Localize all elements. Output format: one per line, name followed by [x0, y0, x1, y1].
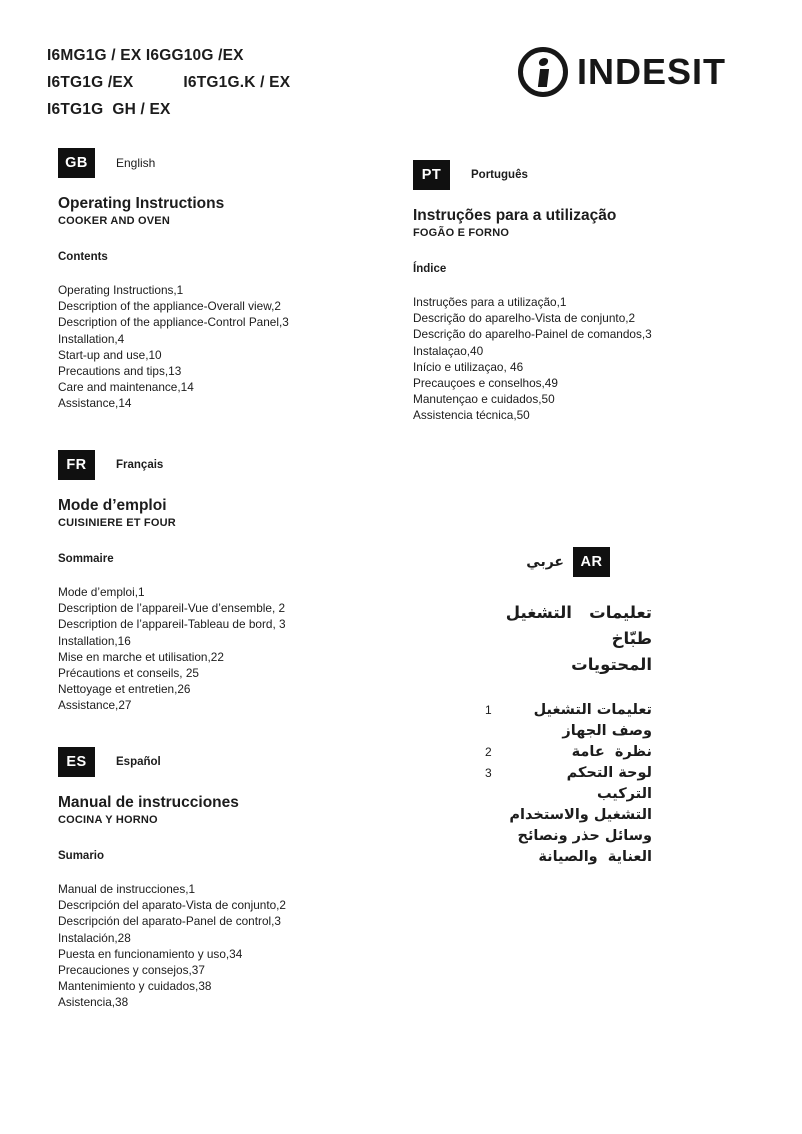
toc-item: Manual de instrucciones,1	[58, 882, 196, 896]
toc-item: Description de l’appareil-Vue d’ensemble, 2	[58, 601, 286, 616]
toc-item: Assistencia técnica,50	[413, 408, 530, 423]
toc-item: Assistance,14	[58, 396, 132, 411]
toc-item: Instruções para a utilização,1	[413, 295, 567, 309]
language-row	[58, 148, 373, 178]
toc-item-number: 3	[485, 765, 492, 780]
toc-item	[413, 741, 660, 762]
toc-item: Assistance,27	[58, 698, 132, 713]
toc-item: Mode d’emploi,1	[58, 585, 145, 599]
i-stem	[537, 69, 548, 87]
model-numbers	[47, 42, 290, 123]
language-name: English	[116, 156, 156, 170]
toc-heading: Sommaire	[58, 553, 114, 565]
toc-item: Descrição do aparelho-Vista de conjunto,2	[413, 311, 636, 326]
toc-item	[413, 783, 660, 804]
toc-item: Description of the appliance-Overall view,2	[58, 299, 281, 314]
toc-item: Asistencia,38	[58, 995, 129, 1010]
toc-item	[413, 762, 660, 783]
toc-item: Descripción del aparato-Panel de control,3	[58, 914, 281, 929]
language-row	[58, 450, 373, 480]
toc-list	[58, 584, 373, 714]
toc-item-number: 2	[485, 744, 492, 759]
toc-item: Precautions and tips,13	[58, 364, 182, 379]
toc-item: Installation,4	[58, 331, 125, 346]
language-name: Português	[471, 169, 528, 181]
model-line-part: I6TG1G.K / EX	[183, 74, 291, 91]
arabic-title-line: تعليمات التشغيل	[505, 603, 652, 622]
model-line: I6TG1G GH / EX	[47, 101, 171, 118]
section-title: Manual de instrucciones	[58, 794, 239, 811]
toc-item	[413, 720, 660, 741]
indesit-logo	[518, 47, 726, 97]
section-subtitle: CUISINIERE ET FOUR	[58, 517, 176, 529]
toc-item: Instalación,28	[58, 930, 131, 945]
toc-item: Précautions et conseils, 25	[58, 666, 199, 681]
toc-item: Start-up and use,10	[58, 347, 162, 362]
toc-list	[413, 294, 743, 424]
language-row	[58, 747, 373, 777]
arabic-title-line: المحتويات	[571, 655, 652, 674]
toc-list	[58, 881, 373, 1011]
toc-item	[413, 804, 660, 825]
language-row	[413, 547, 660, 577]
toc-item	[413, 846, 660, 867]
toc-item: Operating Instructions,1	[58, 283, 184, 297]
model-line: I6MG1G / EX I6GG10G /EX	[47, 47, 244, 64]
toc-item-text: العناية والصيانة	[538, 848, 652, 865]
language-row	[413, 160, 743, 190]
toc-item-text: وسائل حذر ونصائح	[517, 827, 652, 844]
section-portuguese	[413, 160, 743, 424]
section-spanish	[58, 747, 373, 1011]
toc-heading: Sumario	[58, 850, 105, 862]
toc-item-text: نظرة عامة	[571, 743, 652, 760]
section-title: Instruções para a utilização	[413, 207, 617, 224]
toc-item	[413, 825, 660, 846]
language-name: Español	[116, 756, 161, 768]
toc-item: Installation,16	[58, 633, 131, 648]
language-badge-es: ES	[58, 747, 95, 777]
toc-item: Precauçoes e conselhos,49	[413, 376, 558, 391]
toc-heading: Contents	[58, 251, 108, 263]
toc-item: Descrição do aparelho-Painel de comandos,3	[413, 327, 652, 342]
section-subtitle: COOKER AND OVEN	[58, 215, 170, 227]
toc-item: Mise en marche et utilisation,22	[58, 649, 224, 664]
toc-item	[413, 699, 660, 720]
toc-item: Início e utilizaçao, 46	[413, 359, 524, 374]
toc-item: Description of the appliance-Control Panel,3	[58, 315, 289, 330]
toc-list-arabic	[413, 699, 660, 867]
toc-item: Descripción del aparato-Vista de conjunto,2	[58, 898, 286, 913]
toc-item: Instalaçao,40	[413, 343, 484, 358]
brand-name: INDESIT	[577, 51, 727, 92]
toc-item-text: تعليمات التشغيل	[533, 701, 652, 718]
language-name: Français	[116, 459, 164, 471]
section-arabic	[413, 547, 660, 867]
section-title: Mode d’emploi	[58, 497, 167, 514]
language-name: عربي	[526, 554, 564, 570]
toc-item-text: وصف الجهاز	[562, 722, 652, 739]
toc-item: Care and maintenance,14	[58, 380, 194, 395]
toc-item-text: لوحة التحكم	[566, 764, 652, 781]
toc-item: Description de l’appareil-Tableau de bord, 3	[58, 617, 286, 632]
section-subtitle: COCINA Y HORNO	[58, 814, 158, 826]
model-line	[47, 69, 290, 96]
toc-item: Manutençao e cuidados,50	[413, 392, 555, 407]
toc-item: Nettoyage et entretien,26	[58, 682, 191, 697]
language-badge-gb: GB	[58, 148, 95, 178]
language-badge-fr: FR	[58, 450, 95, 480]
i-dot	[538, 58, 549, 66]
section-title: Operating Instructions	[58, 195, 225, 212]
section-subtitle: FOGÃO E FORNO	[413, 227, 510, 239]
section-title-arabic	[413, 600, 660, 678]
section-english	[58, 148, 373, 412]
toc-item-text: التشغيل والاستخدام	[509, 806, 652, 823]
toc-list	[58, 282, 373, 412]
arabic-title-line: طبّاخ	[611, 629, 652, 648]
toc-item: Precauciones y consejos,37	[58, 963, 205, 978]
toc-heading: Índice	[413, 263, 447, 275]
model-line-part: I6TG1G /EX	[47, 74, 134, 91]
section-french	[58, 450, 373, 714]
toc-item: Puesta en funcionamiento y uso,34	[58, 946, 243, 961]
toc-item: Mantenimiento y cuidados,38	[58, 979, 212, 994]
toc-item-text: التركيب	[596, 785, 652, 802]
language-badge-ar: AR	[573, 547, 610, 577]
language-badge-pt: PT	[413, 160, 450, 190]
indesit-i-icon	[518, 47, 568, 97]
toc-item-number: 1	[485, 702, 492, 717]
